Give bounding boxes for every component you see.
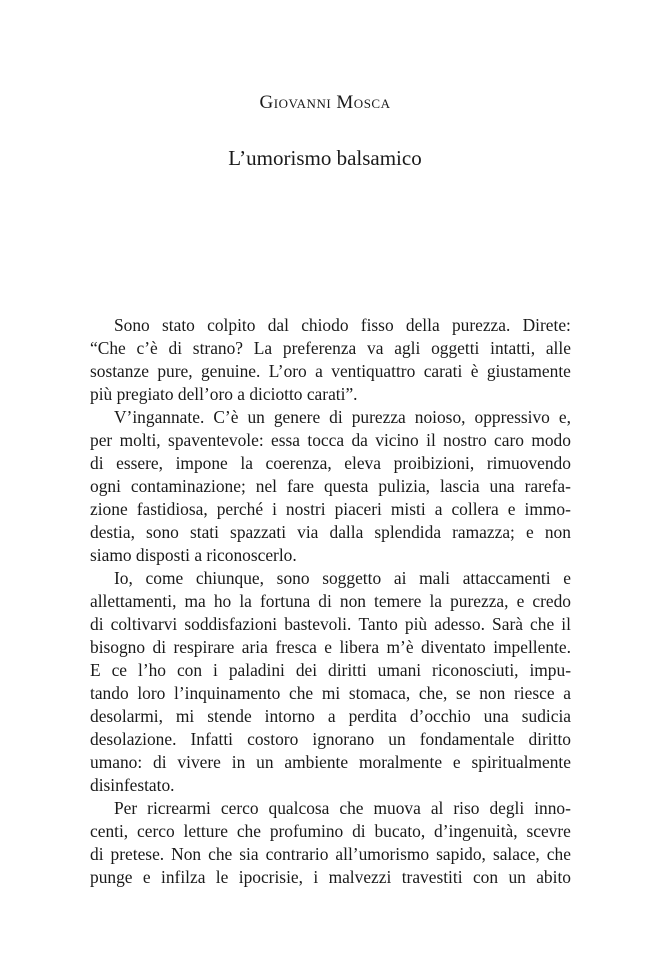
author-name: Giovanni Mosca — [259, 92, 391, 113]
text-line: umano: di vivere in un ambiente moralmente e spiritualmente — [90, 752, 571, 772]
text-line: tando loro l’inquinamento che mi stomaca, che, se non riesce a — [90, 683, 571, 703]
text-line: allettamenti, ma ho la fortuna di non temere la purezza, e credo — [90, 591, 571, 611]
text-line: V’ingannate. C’è un genere di purezza noioso, oppressivo e, — [114, 407, 571, 427]
text-line: Sono stato colpito dal chiodo fisso della purezza. Direte: — [114, 315, 571, 335]
body-text — [90, 314, 571, 889]
text-line: di coltivarvi soddisfazioni bastevoli. Tanto più adesso. Sarà che il — [90, 614, 571, 634]
text-line: centi, cerco letture che profumino di bucato, d’ingenuità, scevre — [90, 821, 571, 841]
text-line: disinfestato. — [90, 775, 175, 795]
text-line: sostanze pure, genuine. L’oro a ventiquattro carati è giustamente — [90, 361, 571, 381]
text-line: punge e infilza le ipocrisie, i malvezzi travestiti con un abito — [90, 867, 571, 887]
text-line: E ce l’ho con i paladini dei diritti umani riconosciuti, impu- — [90, 660, 571, 680]
text-line: bisogno di respirare aria fresca e libera m’è diventato impellente. — [90, 637, 571, 657]
text-line: più pregiato dell’oro a diciotto carati”. — [90, 384, 358, 404]
text-line: per molti, spaventevole: essa tocca da vicino il nostro caro modo — [90, 430, 571, 450]
text-line: desolarmi, mi stende intorno a perdita d’occhio una sudicia — [90, 706, 571, 726]
text-line: di pretese. Non che sia contrario all’umorismo sapido, salace, che — [90, 844, 571, 864]
text-line: siamo disposti a riconoscerlo. — [90, 545, 297, 565]
text-line: di essere, impone la coerenza, eleva proibizioni, rimuovendo — [90, 453, 571, 473]
chapter-title: L’umorismo balsamico — [228, 146, 422, 170]
text-line: Io, come chiunque, sono soggetto ai mali attaccamenti e — [114, 568, 571, 588]
text-line: zione fastidiosa, perché i nostri piaceri misti a collera e immo- — [90, 499, 571, 519]
text-line: “Che c’è di strano? La preferenza va agli oggetti intatti, alle — [90, 338, 571, 358]
text-line: ogni contaminazione; nel fare questa pulizia, lascia una rarefa- — [90, 476, 571, 496]
text-line: desolazione. Infatti costoro ignorano un fondamentale diritto — [90, 729, 571, 749]
text-line: destia, sono stati spazzati via dalla splendida ramazza; e non — [90, 522, 571, 542]
text-line: Per ricrearmi cerco qualcosa che muova al riso degli inno- — [114, 798, 571, 818]
